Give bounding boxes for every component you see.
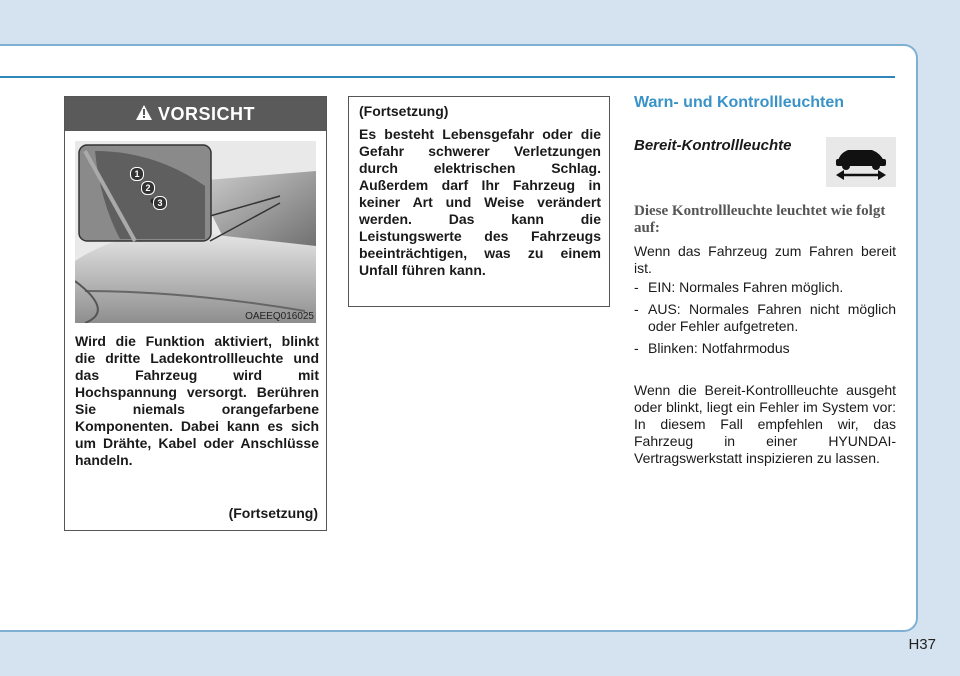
caution-continued: (Fortsetzung) [228,505,318,521]
callout-1: 1 [130,167,144,181]
continuation-box [348,96,610,307]
list-item-text: EIN: Normales Fahren möglich. [648,279,844,295]
callout-3: 3 [153,196,167,210]
warning-triangle-icon [136,104,152,125]
car-hood-illustration [75,141,316,323]
status-list [634,279,896,362]
list-item-text: Blinken: Notfahrmodus [648,340,790,356]
caution-text: Wird die Funktion aktiviert, blinkt die dritte Ladekontrollleuchte und das Fahrzeug wird mit Hochspannung versorgt. Berühren Sie niemals orangefarbene Komponenten. Dabei kann es sich um Drähte, Kabel oder Anschlüsse handeln. [75,333,319,468]
header-rule [0,76,895,78]
lead-text: Diese Kontrollleuchte leuchtet wie folgt auf: [634,203,886,236]
section-title: Warn- und Kontrollleuchten [634,94,845,111]
caution-header-label: VORSICHT [157,103,255,124]
continuation-title: (Fortsetzung) [359,103,449,119]
subsection-title: Bereit-Kontrollleuchte [634,137,792,154]
figure-code: OAEEQ016025 [245,311,314,322]
ready-car-arrow-icon [826,137,896,187]
system-fault-paragraph: Wenn die Bereit-Kontrollleuchte ausgeht oder blinkt, liegt ein Fehler im System vor: In diesem Fall empfehlen wir, das Fahrzeug in einer HYUNDAI-Vertragswerkstatt inspizieren zu lassen. [634,382,896,466]
continuation-text: Es besteht Lebensgefahr oder die Gefahr schwerer Verletzungen durch elektrischen Schlag. Außerdem darf Ihr Fahrzeug in keiner Art und Weise verändert werden. Das kann die Leistungswerte des Fahrzeugs beeinträchtigen, was zu einem Unfall führen kann. [359,126,601,278]
list-item: - Blinken: Notfahrmodus [634,340,790,356]
page-number: H37 [908,636,936,653]
caution-box [64,96,327,531]
caution-header [65,97,326,131]
list-item: - AUS: Normales Fahren nicht möglich oder Fehler aufgetreten. [634,301,896,334]
callout-2: 2 [141,181,155,195]
intro-text: Wenn das Fahrzeug zum Fahren bereit ist. [634,243,896,276]
list-item-text: AUS: Normales Fahren nicht möglich oder Fehler aufgetreten. [648,301,896,334]
list-item: - EIN: Normales Fahren möglich. [634,279,844,295]
